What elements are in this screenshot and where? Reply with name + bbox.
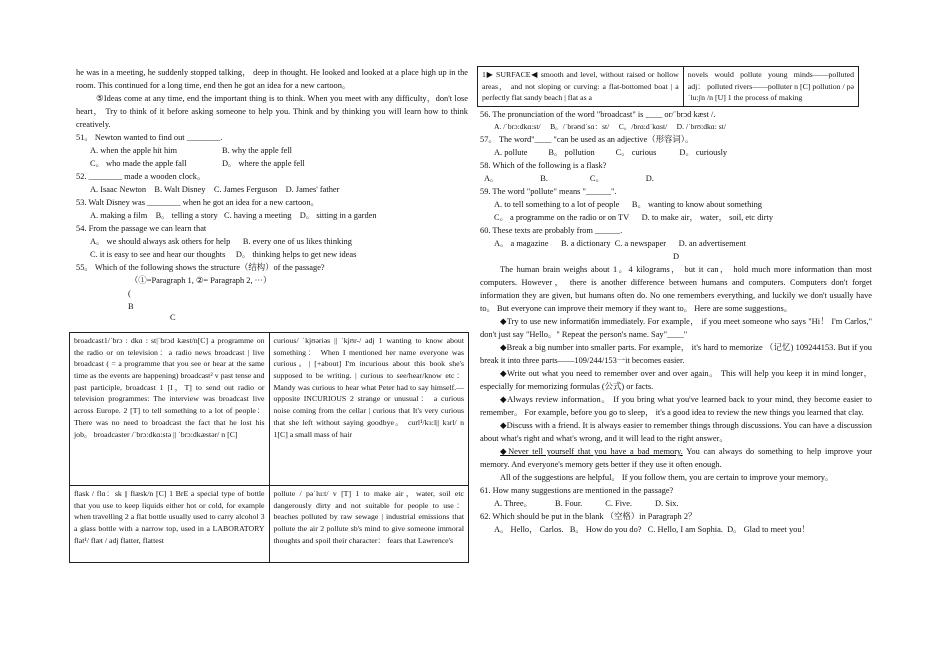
question-54: 54. From the passage we can learn that [76, 224, 207, 234]
suggestion-6-underlined: ◆Never tell yourself that you have a bad memory. [500, 447, 683, 457]
question-55: 55。 Which of the following shows the structure（结构）of the passage? [76, 263, 325, 273]
options-51-cd [76, 157, 468, 170]
option-55-b: B [128, 302, 134, 312]
suggestion-3: ◆Write out what you need to remember over and over again。 This will help you keep it in mind longer， especially for memorizing formulas (公式) or facts. [480, 369, 872, 392]
table-row [478, 67, 859, 107]
question-59: 59. The word "pollute" means "______". [480, 186, 617, 196]
options-61: A. Three。 B. Four. C. Five. D. Six. [494, 499, 679, 509]
dictionary-entry-flat: 1▶ SURFACE◀ smooth and level, without raised or hollow areas， and not sloping or curving: a flat-bottomed boat | a perfectly flat sandy beach | flat as a [478, 67, 684, 107]
suggestion-6 [480, 445, 872, 471]
dictionary-entries-table [69, 332, 469, 563]
dictionary-entry-flask: flask / flɑ：sk || flæsk/n [C] 1 BrE a special type of bottle that you use to keep liquids either hot or cold, for example when travelling 2 a flat bottle usually used to carry alcohol 3 a glass bottle with a narrow top, used in a LABORATORY flat¹/ flæt / adj flatter, flattest [70, 486, 270, 563]
options-56: A. /ˈbrɔ:dkɑ:st/ B。/ˈbrəʊdˈsɑ：st/ C。/brɑ:dˈkɑst/ D. /ˈbrʊ:dkɑ: st/ [494, 122, 726, 132]
dictionary-entry-broadcast: broadcast1/ˈbrɔ : dkɑ : st|ˈbrɔd kæst/n[C] a programme on the radio or on television：a radio news broadcast | live broadcast ( = a programme that you see or hear at the same time as the events are happening) broadcast² v past tense and past participle, broadcast 1 [I，T] to send out radio or television programmes: The interview was broadcast live across Europe. 2 [T] to tell something to a lot of people： There was no need to broadcast the fact that he lost his job。 broadcaster /ˈbrɔ:dkɑ:stə || ˈbrɔ:dkæstər/ n [C] [70, 333, 270, 486]
passage-paragraph-5: ⑤Ideas come at any time, end the important thing is to think. When you meet with any difficulty，don't lose heart， Try to think of it before asking someone to help you. Think and by thinking you will learn how to think creatively. [76, 94, 468, 130]
options-58: A。 B. C。 D. [484, 173, 654, 183]
option-51-d: D。 where the apple fell [222, 159, 305, 169]
options-60: A。 a magazine B. a dictionary C. a newspaper D. an advertisement [494, 238, 746, 248]
options-51 [76, 144, 468, 157]
suggestion-5: ◆Discuss with a friend. It is always easier to remember things through discussions. You can have a discussion about what's right and what's wrong, and it will lead to the right answer。 [480, 421, 872, 444]
option-55-paren: ( [128, 289, 131, 299]
passage-paragraph: he was in a meeting, he suddenly stopped talking， deep in thought. He looked and looked at a place high up in the room. This continued for a long time, end then he got an idea for a new cartoon。 [76, 68, 468, 91]
question-52: 52. ________ made a wooden clock。 [76, 172, 206, 182]
question-53: 53. Walt Disney was ________ when he got an idea for a new cartoon。 [76, 198, 319, 208]
options-59-cd: C。 a programme on the radio or on TV D. to make air， water， soil, etc dirty [494, 212, 774, 222]
dictionary-entry-pollute: pollute / pəˈlu:t/ v [T] 1 to make air，water, soil etc dangerously dirty and not suitable for people to use： beaches polluted by raw sewage | industrial emissions that pollute the air 2 pollute sb's mind to give someone immoral thoughts and spoil their character： fears that Lawrence's [269, 486, 469, 563]
table-row [70, 333, 469, 486]
question-61: 61. How many suggestions are mentioned in the passage? [480, 486, 674, 496]
options-54-ab: A。 we should always ask others for help B. every one of us likes thinking [90, 237, 352, 247]
question-60: 60. These texts are probably from ______. [480, 225, 623, 235]
left-column [76, 66, 468, 323]
suggestion-4: ◆Always review information。 If you bring what you've learned back to your mind, they become easier to remember。 For example, before you go to sleep， it's a good idea to review the new things you learned that clay. [480, 395, 872, 418]
option-51-b: B. why the apple fell [222, 146, 293, 156]
options-52: A. Isaac Newton B. Walt Disney C. James Ferguson D. James' father [90, 185, 340, 195]
suggestion-6-rest: You can always do something to help improve your memory. And everyone's memory gets better if they use it often enough. [480, 447, 872, 470]
option-55-c: C [170, 313, 176, 323]
table-row [70, 486, 469, 563]
section-label-d: D [672, 251, 680, 261]
option-51-c: C。 who made the apple fall [90, 159, 187, 169]
options-59-ab: A. to tell something to a lot of people B。 wanting to know about something [494, 199, 762, 209]
question-57: 57。 The word"____ "can be used as an adjective（形容词）。 [480, 134, 694, 144]
passage-d-conclusion: All of the suggestions are helpful。 If you follow them, you are certain to improve your memory。 [500, 473, 834, 483]
dictionary-entry-curious: curious/ ˈkjʊəriəs || ˈkjʊr-/ adj 1 wanting to know about something： When I mentioned her name everyone was curious。| [+about] I'm incurious about this book she's supposed to be writing. | curious to see/hear/know etc： Mandy was curious to hear what Peter had to say himself.—opposite INCURIOUS 2 strange or unusual： a curious noise coming from the cellar | curious that It's very curious that she left without saying goodbye。 curl¹/kɜ:l|| kɜrl/ n 1[C] a small mass of hair [269, 333, 469, 486]
right-column [480, 66, 872, 536]
suggestion-1: ◆Try to use new informati6n immediately. For example， if you meet someone who says "Hi！ I'm Carlos," don't just say "Hello。" Repeat the person's name. Say"____" [480, 317, 872, 340]
question-62: 62. Which should be put in the blank （空格）in Paragraph 2？ [480, 512, 697, 522]
options-57: A. pollute B。 pollution C。 curious D。 curiously [494, 147, 728, 157]
options-54-cd: C. it is easy to see and hear our thoughts D。 thinking helps to get new ideas [90, 250, 357, 260]
question-56: 56. The pronunciation of the word "broadcast" is ____ or/ˈbrɔd kæst /. [480, 110, 716, 120]
options-53: A. making a film B。 telling a story C. having a meeting D。 sitting in a garden [90, 211, 377, 221]
question-51: 51。 Newton wanted to find out ________. [76, 133, 223, 143]
dictionary-continuation-table [477, 66, 859, 107]
question-58: 58. Which of the following is a flask? [480, 160, 607, 170]
question-55-note: （①=Paragraph 1, ②= Paragraph 2, ···） [130, 276, 272, 286]
option-51-a: A. when the apple hit him [90, 146, 177, 156]
dictionary-entry-pollution: novels would pollute young minds——polluted adj： polluted rivers——polluter n [C] pollution / pəˈlu:ʃn /n [U] 1 the process of making [683, 67, 858, 107]
passage-d-intro: The human brain weighs about 1。4 kilograms， but it can， hold much more information than most computers. However， there is another difference between humans and computers. Computers don't forget information they are given, but humans often do. No one remembers everything, and luckily we don't usually have to。 But everyone can improve their memory if they want to。 Here are some suggestions。 [480, 265, 872, 314]
suggestion-2: ◆Break a big number into smaller parts. For example， it's hard to memorize （记忆) 109244153. But if you break it into three parts——109/244/153一it becomes easier. [480, 343, 872, 366]
options-62: A。 Hello， Carlos. B。 How do you do? C. Hello, I am Sophia. D。 Glad to meet you！ [494, 525, 810, 535]
